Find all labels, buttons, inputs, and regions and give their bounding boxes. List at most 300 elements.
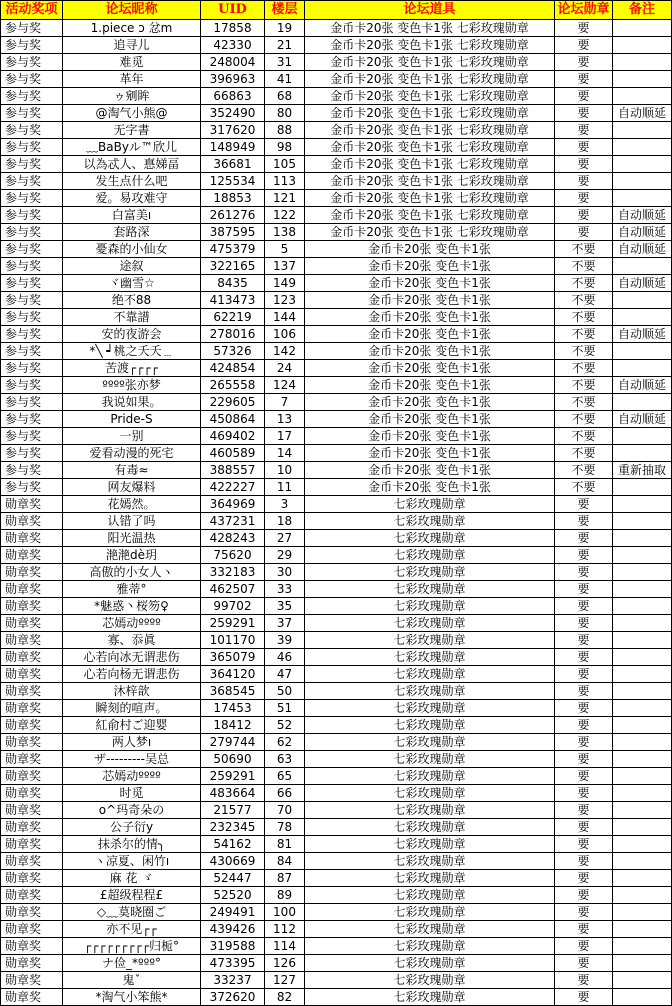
floor-cell: 149 (265, 275, 305, 292)
medal-cell: 要 (555, 768, 613, 785)
award-cell: 勋章奖 (1, 819, 63, 836)
items-cell: 七彩玫瑰勋章 (305, 496, 555, 513)
medal-cell: 不要 (555, 258, 613, 275)
medal-cell: 要 (555, 37, 613, 54)
items-cell: 七彩玫瑰勋章 (305, 513, 555, 530)
award-cell: 勋章奖 (1, 972, 63, 989)
nickname-cell: 以為忒人、惪娣畐 (63, 156, 201, 173)
medal-cell: 要 (555, 802, 613, 819)
floor-cell: 27 (265, 530, 305, 547)
note-cell (613, 768, 672, 785)
note-cell (613, 513, 672, 530)
medal-cell: 要 (555, 632, 613, 649)
award-cell: 参与奖 (1, 241, 63, 258)
note-cell (613, 972, 672, 989)
items-cell: 七彩玫瑰勋章 (305, 598, 555, 615)
note-cell: 自动顺延 (613, 241, 672, 258)
uid-cell: 317620 (201, 122, 265, 139)
award-cell: 参与奖 (1, 360, 63, 377)
items-cell: 金币卡20张 变色卡1张 (305, 479, 555, 496)
table-row (1, 564, 672, 581)
note-cell (613, 581, 672, 598)
award-cell: 勋章奖 (1, 955, 63, 972)
floor-cell: 41 (265, 71, 305, 88)
nickname-cell: 苦渡┌┌┌┌ (63, 360, 201, 377)
award-cell: 参与奖 (1, 54, 63, 71)
floor-cell: 88 (265, 122, 305, 139)
note-cell (613, 819, 672, 836)
floor-cell: 105 (265, 156, 305, 173)
items-cell: 金币卡20张 变色卡1张 七彩玫瑰勋章 (305, 37, 555, 54)
nickname-cell: *╲ ┙桃之夭夭﹍ (63, 343, 201, 360)
floor-cell: 17 (265, 428, 305, 445)
floor-cell: 63 (265, 751, 305, 768)
items-cell: 金币卡20张 变色卡1张 (305, 377, 555, 394)
floor-cell: 78 (265, 819, 305, 836)
note-cell (613, 122, 672, 139)
floor-cell: 113 (265, 173, 305, 190)
items-cell: 七彩玫瑰勋章 (305, 870, 555, 887)
award-cell: 参与奖 (1, 258, 63, 275)
note-cell (613, 853, 672, 870)
table-row (1, 887, 672, 904)
items-cell: 七彩玫瑰勋章 (305, 938, 555, 955)
header-uid: UID (201, 1, 265, 20)
award-cell: 参与奖 (1, 37, 63, 54)
nickname-cell: 爱看动漫的死宅 (63, 445, 201, 462)
table-row (1, 904, 672, 921)
note-cell (613, 989, 672, 1006)
uid-cell: 265558 (201, 377, 265, 394)
note-cell: 自动顺延 (613, 377, 672, 394)
note-cell (613, 309, 672, 326)
table-row (1, 190, 672, 207)
header-medal: 论坛勋章 (555, 1, 613, 20)
uid-cell: 475379 (201, 241, 265, 258)
uid-cell: 396963 (201, 71, 265, 88)
award-cell: 勋章奖 (1, 513, 63, 530)
items-cell: 七彩玫瑰勋章 (305, 989, 555, 1006)
nickname-cell: 两人梦ı (63, 734, 201, 751)
nickname-cell: ヾ幽雪☆ (63, 275, 201, 292)
uid-cell: 18853 (201, 190, 265, 207)
nickname-cell: 一别 (63, 428, 201, 445)
note-cell (613, 870, 672, 887)
items-cell: 金币卡20张 变色卡1张 七彩玫瑰勋章 (305, 20, 555, 37)
award-cell: 勋章奖 (1, 649, 63, 666)
award-cell: 勋章奖 (1, 989, 63, 1006)
items-cell: 金币卡20张 变色卡1张 (305, 309, 555, 326)
medal-cell: 要 (555, 207, 613, 224)
uid-cell: 101170 (201, 632, 265, 649)
award-cell: 勋章奖 (1, 853, 63, 870)
table-row (1, 292, 672, 309)
nickname-cell: 1.piece ɔ 忿m (63, 20, 201, 37)
items-cell: 七彩玫瑰勋章 (305, 683, 555, 700)
items-cell: 金币卡20张 变色卡1张 七彩玫瑰勋章 (305, 156, 555, 173)
nickname-cell: 爱。易攻难守 (63, 190, 201, 207)
medal-cell: 不要 (555, 411, 613, 428)
award-cell: 勋章奖 (1, 615, 63, 632)
nickname-cell: ┌┌┌┌┌┌┌┌┌归栀° (63, 938, 201, 955)
nickname-cell: 途叙 (63, 258, 201, 275)
nickname-cell: 无字書 (63, 122, 201, 139)
floor-cell: 122 (265, 207, 305, 224)
nickname-cell: 憂森的小仙女 (63, 241, 201, 258)
note-cell (613, 717, 672, 734)
award-cell: 参与奖 (1, 20, 63, 37)
table-row (1, 870, 672, 887)
nickname-cell: 抹杀尔的情╮ (63, 836, 201, 853)
nickname-cell: ザ---------吴总 (63, 751, 201, 768)
note-cell (613, 802, 672, 819)
uid-cell: 249491 (201, 904, 265, 921)
award-cell: 参与奖 (1, 173, 63, 190)
award-cell: 勋章奖 (1, 547, 63, 564)
table-row (1, 326, 672, 343)
uid-cell: 332183 (201, 564, 265, 581)
items-cell: 七彩玫瑰勋章 (305, 955, 555, 972)
nickname-cell: Pride-S (63, 411, 201, 428)
nickname-cell: 沐梓歆 (63, 683, 201, 700)
items-cell: 七彩玫瑰勋章 (305, 632, 555, 649)
uid-cell: 322165 (201, 258, 265, 275)
medal-cell: 要 (555, 190, 613, 207)
items-cell: 七彩玫瑰勋章 (305, 785, 555, 802)
table-row (1, 54, 672, 71)
uid-cell: 229605 (201, 394, 265, 411)
medal-cell: 要 (555, 904, 613, 921)
table-row (1, 20, 672, 37)
medal-cell: 要 (555, 887, 613, 904)
nickname-cell: 网友爆料 (63, 479, 201, 496)
nickname-cell: 瞬刻的喧声。 (63, 700, 201, 717)
table-row (1, 921, 672, 938)
note-cell (613, 71, 672, 88)
medal-cell: 要 (555, 20, 613, 37)
award-cell: 勋章奖 (1, 802, 63, 819)
uid-cell: 99702 (201, 598, 265, 615)
medal-cell: 要 (555, 496, 613, 513)
nickname-cell: 心若向杨无谓悲伤 (63, 666, 201, 683)
medal-cell: 要 (555, 666, 613, 683)
award-cell: 参与奖 (1, 479, 63, 496)
nickname-cell: 革年 (63, 71, 201, 88)
header-award: 活动奖项 (1, 1, 63, 20)
award-cell: 参与奖 (1, 122, 63, 139)
items-cell: 金币卡20张 变色卡1张 (305, 360, 555, 377)
medal-cell: 不要 (555, 462, 613, 479)
medal-cell: 不要 (555, 428, 613, 445)
floor-cell: 138 (265, 224, 305, 241)
uid-cell: 364969 (201, 496, 265, 513)
items-cell: 金币卡20张 变色卡1张 七彩玫瑰勋章 (305, 122, 555, 139)
table-row (1, 972, 672, 989)
medal-cell: 要 (555, 530, 613, 547)
award-cell: 勋章奖 (1, 632, 63, 649)
medal-cell: 不要 (555, 292, 613, 309)
medal-cell: 要 (555, 785, 613, 802)
table-row (1, 513, 672, 530)
floor-cell: 84 (265, 853, 305, 870)
note-cell (613, 88, 672, 105)
note-cell (613, 547, 672, 564)
medal-cell: 要 (555, 989, 613, 1006)
floor-cell: 7 (265, 394, 305, 411)
table-row (1, 683, 672, 700)
table-row (1, 632, 672, 649)
award-cell: 参与奖 (1, 309, 63, 326)
medal-cell: 要 (555, 513, 613, 530)
items-cell: 金币卡20张 变色卡1张 七彩玫瑰勋章 (305, 139, 555, 156)
uid-cell: 365079 (201, 649, 265, 666)
nickname-cell: ヽ凉夏、闲竹ı (63, 853, 201, 870)
medal-cell: 不要 (555, 479, 613, 496)
floor-cell: 114 (265, 938, 305, 955)
table-row (1, 785, 672, 802)
uid-cell: 54162 (201, 836, 265, 853)
note-cell (613, 360, 672, 377)
table-row (1, 275, 672, 292)
floor-cell: 124 (265, 377, 305, 394)
header-row (1, 1, 672, 20)
floor-cell: 98 (265, 139, 305, 156)
award-cell: 参与奖 (1, 292, 63, 309)
note-cell (613, 139, 672, 156)
uid-cell: 42330 (201, 37, 265, 54)
nickname-cell: 套路深 (63, 224, 201, 241)
floor-cell: 3 (265, 496, 305, 513)
items-cell: 金币卡20张 变色卡1张 (305, 241, 555, 258)
award-cell: 参与奖 (1, 190, 63, 207)
award-cell: 勋章奖 (1, 887, 63, 904)
items-cell: 金币卡20张 变色卡1张 (305, 258, 555, 275)
medal-cell: 不要 (555, 394, 613, 411)
award-cell: 勋章奖 (1, 666, 63, 683)
table-row (1, 37, 672, 54)
medal-cell: 要 (555, 921, 613, 938)
uid-cell: 52520 (201, 887, 265, 904)
nickname-cell: ﹏BaByル™欣儿 (63, 139, 201, 156)
table-row (1, 462, 672, 479)
floor-cell: 121 (265, 190, 305, 207)
table-body (1, 20, 672, 1006)
items-cell: 七彩玫瑰勋章 (305, 547, 555, 564)
award-cell: 勋章奖 (1, 938, 63, 955)
nickname-cell: 寡、忝眞 (63, 632, 201, 649)
nickname-cell: 白富美ı (63, 207, 201, 224)
uid-cell: 372620 (201, 989, 265, 1006)
note-cell (613, 292, 672, 309)
floor-cell: 123 (265, 292, 305, 309)
items-cell: 金币卡20张 变色卡1张 (305, 411, 555, 428)
table-row (1, 666, 672, 683)
nickname-cell: 滟滟dè玥 (63, 547, 201, 564)
nickname-cell: @淘气小熊@ (63, 105, 201, 122)
medal-cell: 不要 (555, 343, 613, 360)
award-cell: 参与奖 (1, 428, 63, 445)
table-row (1, 377, 672, 394)
floor-cell: 52 (265, 717, 305, 734)
award-cell: 勋章奖 (1, 564, 63, 581)
note-cell (613, 955, 672, 972)
floor-cell: 65 (265, 768, 305, 785)
medal-cell: 要 (555, 972, 613, 989)
award-cell: 参与奖 (1, 156, 63, 173)
note-cell (613, 683, 672, 700)
uid-cell: 259291 (201, 768, 265, 785)
table-row (1, 649, 672, 666)
note-cell (613, 37, 672, 54)
medal-cell: 要 (555, 615, 613, 632)
table-row (1, 156, 672, 173)
nickname-cell: *淘气小笨熊* (63, 989, 201, 1006)
uid-cell: 473395 (201, 955, 265, 972)
table-row (1, 88, 672, 105)
table-row (1, 71, 672, 88)
floor-cell: 100 (265, 904, 305, 921)
table-row (1, 479, 672, 496)
uid-cell: 33237 (201, 972, 265, 989)
award-cell: 参与奖 (1, 88, 63, 105)
table-row (1, 309, 672, 326)
note-cell (613, 479, 672, 496)
nickname-cell: £超级程程£ (63, 887, 201, 904)
uid-cell: 352490 (201, 105, 265, 122)
floor-cell: 82 (265, 989, 305, 1006)
header-floor: 楼层 (265, 1, 305, 20)
floor-cell: 11 (265, 479, 305, 496)
nickname-cell: 时觅 (63, 785, 201, 802)
uid-cell: 148949 (201, 139, 265, 156)
nickname-cell: 绝不88 (63, 292, 201, 309)
table-row (1, 819, 672, 836)
medal-cell: 不要 (555, 275, 613, 292)
nickname-cell: 心若向冰无谓悲伤 (63, 649, 201, 666)
uid-cell: 125534 (201, 173, 265, 190)
note-cell (613, 887, 672, 904)
nickname-cell: 有毒≈ (63, 462, 201, 479)
note-cell: 自动顺延 (613, 105, 672, 122)
award-cell: 参与奖 (1, 377, 63, 394)
items-cell: 金币卡20张 变色卡1张 七彩玫瑰勋章 (305, 173, 555, 190)
uid-cell: 259291 (201, 615, 265, 632)
note-cell (613, 54, 672, 71)
floor-cell: 80 (265, 105, 305, 122)
items-cell: 七彩玫瑰勋章 (305, 666, 555, 683)
table-row (1, 938, 672, 955)
note-cell (613, 445, 672, 462)
uid-cell: 8435 (201, 275, 265, 292)
note-cell (613, 598, 672, 615)
table-row (1, 360, 672, 377)
medal-cell: 要 (555, 870, 613, 887)
note-cell (613, 190, 672, 207)
items-cell: 七彩玫瑰勋章 (305, 530, 555, 547)
nickname-cell: 发生点什么吧 (63, 173, 201, 190)
uid-cell: 462507 (201, 581, 265, 598)
floor-cell: 14 (265, 445, 305, 462)
medal-cell: 要 (555, 751, 613, 768)
medal-cell: 不要 (555, 326, 613, 343)
items-cell: 金币卡20张 变色卡1张 (305, 326, 555, 343)
table-row (1, 105, 672, 122)
award-cell: 参与奖 (1, 224, 63, 241)
uid-cell: 36681 (201, 156, 265, 173)
medal-cell: 要 (555, 54, 613, 71)
table-row (1, 615, 672, 632)
uid-cell: 483664 (201, 785, 265, 802)
medal-cell: 要 (555, 734, 613, 751)
nickname-cell: ナ俭_*ººº° (63, 955, 201, 972)
nickname-cell: 安的夜游会 (63, 326, 201, 343)
items-cell: 七彩玫瑰勋章 (305, 921, 555, 938)
table-row (1, 700, 672, 717)
table-row (1, 394, 672, 411)
items-cell: 金币卡20张 变色卡1张 七彩玫瑰勋章 (305, 54, 555, 71)
nickname-cell: 高傲的小女人ヽ (63, 564, 201, 581)
medal-cell: 不要 (555, 445, 613, 462)
floor-cell: 126 (265, 955, 305, 972)
table-row (1, 581, 672, 598)
medal-cell: 要 (555, 955, 613, 972)
award-cell: 参与奖 (1, 445, 63, 462)
medal-cell: 要 (555, 71, 613, 88)
floor-cell: 21 (265, 37, 305, 54)
floor-cell: 24 (265, 360, 305, 377)
table-row (1, 717, 672, 734)
note-cell (613, 530, 672, 547)
uid-cell: 424854 (201, 360, 265, 377)
nickname-cell: 花嫣然。 (63, 496, 201, 513)
floor-cell: 66 (265, 785, 305, 802)
nickname-cell: 阳光温热 (63, 530, 201, 547)
uid-cell: 364120 (201, 666, 265, 683)
table-row (1, 989, 672, 1006)
award-cell: 勋章奖 (1, 717, 63, 734)
table-row (1, 751, 672, 768)
note-cell: 自动顺延 (613, 224, 672, 241)
nickname-cell: ◇﹏莫晓圈ご (63, 904, 201, 921)
floor-cell: 68 (265, 88, 305, 105)
uid-cell: 261276 (201, 207, 265, 224)
uid-cell: 428243 (201, 530, 265, 547)
medal-cell: 要 (555, 173, 613, 190)
items-cell: 七彩玫瑰勋章 (305, 819, 555, 836)
award-cell: 勋章奖 (1, 496, 63, 513)
table-row (1, 496, 672, 513)
award-cell: 参与奖 (1, 105, 63, 122)
items-cell: 七彩玫瑰勋章 (305, 615, 555, 632)
note-cell (613, 20, 672, 37)
award-cell: 参与奖 (1, 462, 63, 479)
uid-cell: 439426 (201, 921, 265, 938)
award-cell: 参与奖 (1, 139, 63, 156)
award-cell: 勋章奖 (1, 836, 63, 853)
uid-cell: 17858 (201, 20, 265, 37)
note-cell (613, 258, 672, 275)
header-nickname: 论坛昵称 (63, 1, 201, 20)
table-row (1, 530, 672, 547)
items-cell: 金币卡20张 变色卡1张 七彩玫瑰勋章 (305, 190, 555, 207)
uid-cell: 52447 (201, 870, 265, 887)
uid-cell: 413473 (201, 292, 265, 309)
table-row (1, 734, 672, 751)
items-cell: 七彩玫瑰勋章 (305, 734, 555, 751)
items-cell: 七彩玫瑰勋章 (305, 972, 555, 989)
nickname-cell: 追寻儿 (63, 37, 201, 54)
medal-cell: 不要 (555, 377, 613, 394)
